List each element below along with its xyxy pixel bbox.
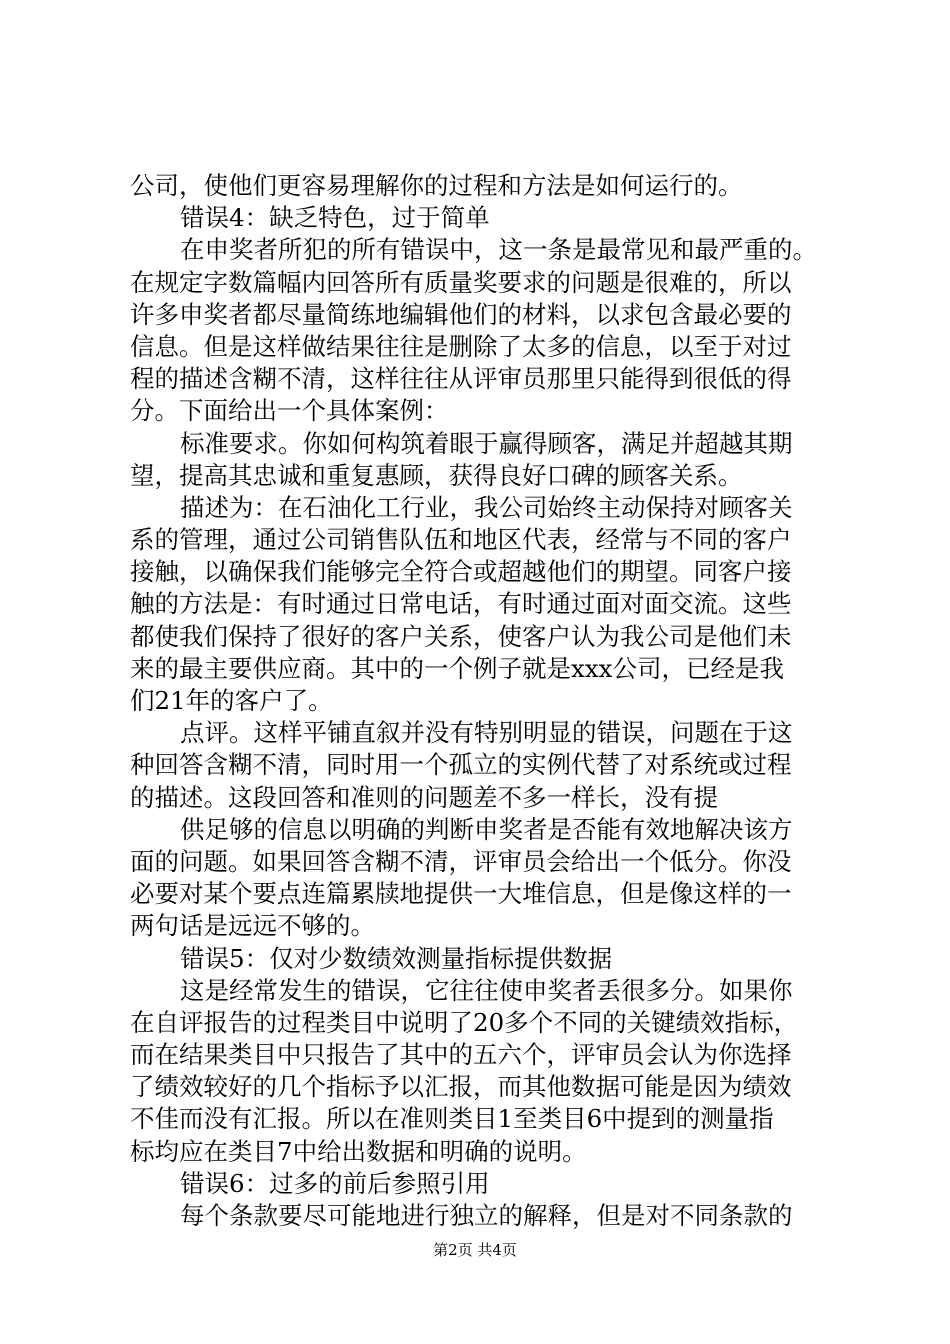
text-line: 许多申奖者都尽量简练地编辑他们的材料，以求包含最必要的 (130, 299, 792, 329)
text-line: 程的描述含糊不清，这样往往从评审员那里只能得到很低的得 (130, 364, 792, 394)
page-number-footer: 第2页 共4页 (433, 1241, 517, 1259)
text-line: 必要对某个要点连篇累牍地提供一大堆信息，但是像这样的一 (130, 879, 792, 909)
text-line: 的描述。这段回答和准则的问题差不多一样长，没有提 (130, 782, 718, 812)
text-line: 面的问题。如果回答含糊不清，评审员会给出一个低分。你没 (130, 846, 792, 876)
text-line: 这是经常发生的错误，它往往使申奖者丢很多分。如果你 (180, 975, 793, 1005)
text-line: 公司，使他们更容易理解你的过程和方法是如何运行的。 (130, 171, 743, 200)
section-heading: 错误6：过多的前后参照引用 (180, 1168, 490, 1198)
text-line: 们21年的客户了。 (130, 686, 333, 715)
section-heading: 错误5：仅对少数绩效测量指标提供数据 (180, 943, 613, 973)
text-line: 来的最主要供应商。其中的一个例子就是xxx公司，已经是我 (130, 653, 784, 683)
text-line: 分。下面给出一个具体案例： (130, 396, 449, 426)
text-line: 在规定字数篇幅内回答所有质量奖要求的问题是很难的，所以 (130, 267, 792, 297)
text-line: 描述为：在石油化工行业，我公司始终主动保持对顾客关 (180, 492, 793, 522)
text-line: 望，提高其忠诚和重复惠顾，获得良好口碑的顾客关系。 (130, 460, 743, 490)
text-line: 每个条款要尽可能地进行独立的解释，但是对不同条款的 (180, 1201, 793, 1230)
text-line: 信息。但是这样做结果往往是删除了太多的信息，以至于对过 (130, 331, 792, 361)
text-line: 种回答含糊不清，同时用一个孤立的实例代替了对系统或过程 (130, 750, 792, 780)
text-line: 了绩效较好的几个指标予以汇报，而其他数据可能是因为绩效 (130, 1072, 792, 1102)
text-line: 供足够的信息以明确的判断申奖者是否能有效地解决该方 (180, 814, 793, 844)
text-line: 标准要求。你如何构筑着眼于赢得顾客，满足并超越其期 (180, 428, 793, 458)
text-line: 在申奖者所犯的所有错误中，这一条是最常见和最严重的。 (180, 235, 817, 265)
text-line: 而在结果类目中只报告了其中的五六个，评审员会认为你选择 (130, 1040, 792, 1070)
section-heading: 错误4：缺乏特色，过于简单 (180, 203, 490, 233)
document-body (130, 170, 830, 1232)
text-line: 标均应在类目7中给出数据和明确的说明。 (130, 1136, 587, 1166)
text-line: 触的方法是：有时通过日常电话，有时通过面对面交流。这些 (130, 589, 792, 619)
text-line: 都使我们保持了很好的客户关系，使客户认为我公司是他们未 (130, 621, 792, 651)
text-line: 点评。这样平铺直叙并没有特别明显的错误，问题在于这 (180, 718, 793, 748)
text-line: 接触，以确保我们能够完全符合或超越他们的期望。同客户接 (130, 557, 792, 587)
text-line: 系的管理，通过公司销售队伍和地区代表，经常与不同的客户 (130, 525, 792, 555)
text-line: 两句话是远远不够的。 (130, 911, 375, 941)
text-line: 不佳而没有汇报。所以在准则类目1至类目6中提到的测量指 (130, 1104, 774, 1134)
text-line: 在自评报告的过程类目中说明了20多个不同的关键绩效指标， (130, 1007, 799, 1037)
